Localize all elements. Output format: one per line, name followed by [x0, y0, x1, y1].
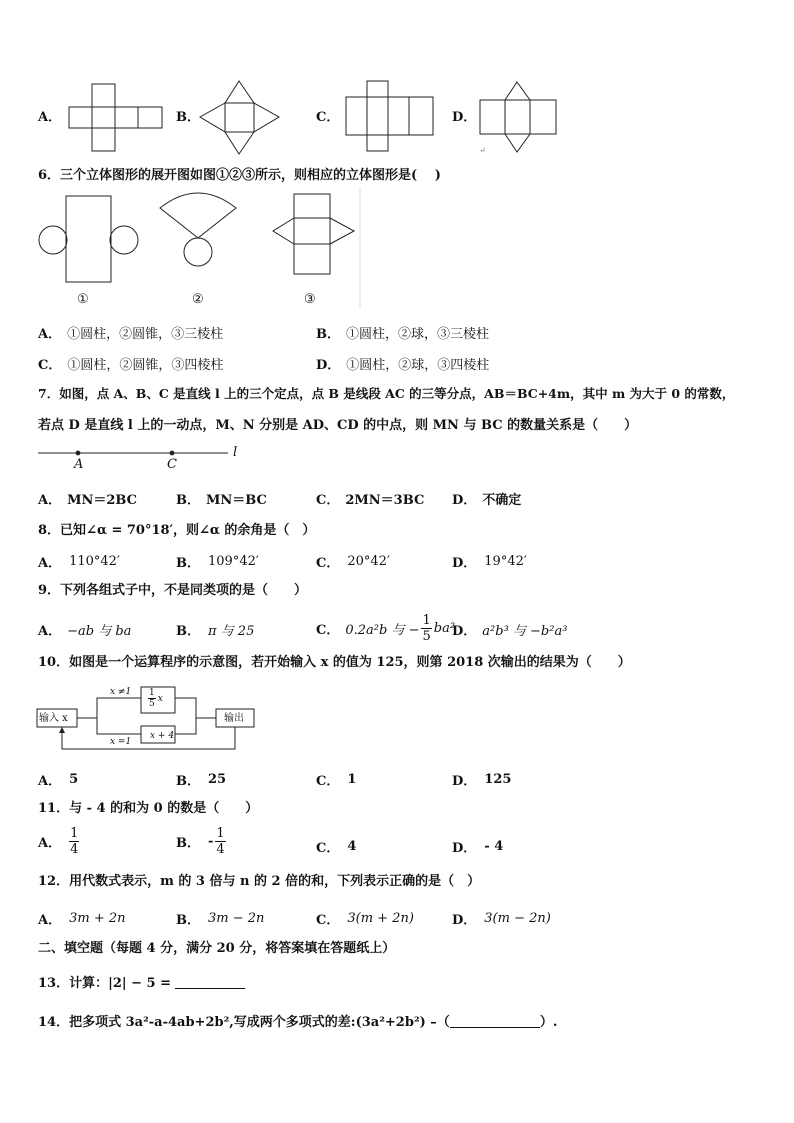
option-text: 109°42′ [208, 554, 259, 569]
option-text: 3(m + 2n) [347, 911, 414, 926]
q6-figure-label-1: ① [77, 292, 89, 307]
q12-option-b[interactable] [176, 909, 264, 928]
q10-operation-bottom: x + 4 [150, 731, 175, 741]
q9-stem: 9．下列各组式子中，不是同类项的是（ ） [38, 583, 308, 598]
option-label: B． [176, 836, 200, 851]
option-label: A． [38, 774, 62, 789]
fraction [215, 826, 225, 857]
q14-answer-blank[interactable] [450, 1013, 540, 1028]
option-label: D． [452, 624, 477, 639]
q8-option-a[interactable] [38, 552, 120, 571]
option-text: 19°42′ [484, 554, 527, 569]
option-text: ①圆柱，②球，③三棱柱 [346, 327, 490, 342]
option-text: π 与 25 [208, 624, 255, 639]
numerator: 1 [216, 826, 225, 841]
q10-option-c[interactable] [316, 770, 356, 789]
option-text: MN＝2BC [67, 493, 137, 508]
option-text: 125 [484, 772, 512, 787]
q11-option-c[interactable] [316, 837, 356, 856]
option-label: C． [316, 774, 340, 789]
option-label: C． [38, 358, 62, 373]
numerator: 1 [149, 688, 155, 698]
option-label: B． [176, 624, 200, 639]
q8-option-b[interactable] [176, 552, 259, 571]
q10-condition-top: x ≠1 [110, 687, 132, 697]
option-text-pre: - [208, 834, 214, 849]
q6-option-a[interactable] [38, 323, 223, 342]
option-label: C． [316, 623, 340, 638]
option-text: 3(m − 2n) [484, 911, 551, 926]
q5-figure-d [479, 80, 559, 156]
option-text: 3m + 2n [69, 911, 126, 926]
variable: x [157, 693, 163, 704]
option-label: A． [38, 624, 62, 639]
numerator: 1 [70, 826, 79, 841]
option-label: D． [316, 358, 341, 373]
q12-option-d[interactable] [452, 909, 551, 928]
option-text: 不确定 [482, 493, 522, 508]
q10-stem: 10．如图是一个运算程序的示意图，若开始输入 x 的值为 125，则第 2018 次输出的结果为（ ） [38, 655, 631, 670]
option-label: D． [452, 841, 477, 856]
q12-stem: 12．用代数式表示，m 的 3 倍与 n 的 2 倍的和，下列表示正确的是（ ） [38, 874, 481, 889]
q12-option-c[interactable] [316, 909, 414, 928]
q7-line-l-label: l [233, 445, 238, 460]
option-text-post: ba² [433, 621, 456, 636]
q6-option-d[interactable] [316, 354, 489, 373]
q5-option-b-label: B． [176, 110, 200, 125]
option-label: D． [452, 493, 477, 508]
q7-option-b[interactable] [176, 489, 267, 508]
q5-figure-a [68, 80, 164, 156]
option-label: A． [38, 493, 62, 508]
option-label: A． [38, 556, 62, 571]
option-text: ①圆柱，②圆锥，③四棱柱 [67, 358, 224, 373]
option-label: C． [316, 493, 340, 508]
option-text: - 4 [484, 839, 504, 854]
option-label: D． [452, 913, 477, 928]
option-label: B． [176, 493, 200, 508]
option-text: 110°42′ [69, 554, 120, 569]
q9-option-a[interactable] [38, 620, 131, 639]
q13-answer-blank[interactable] [175, 974, 245, 989]
q11-stem: 11．与 - 4 的和为 0 的数是（ ） [38, 801, 259, 816]
q6-option-b[interactable] [316, 323, 489, 342]
option-text: 1 [347, 772, 357, 787]
q8-stem-part1: 8．已知∠α = 70°18′， [38, 523, 186, 538]
q10-option-b[interactable] [176, 770, 226, 789]
option-label: C． [316, 913, 340, 928]
q10-option-a[interactable] [38, 770, 78, 789]
q11-option-a[interactable] [38, 826, 81, 857]
q14-stem-tail: ）. [539, 1015, 558, 1030]
q13 [38, 972, 245, 991]
q7-stem-line1: 7．如图，点 A、B、C 是直线 l 上的三个定点，点 B 是线段 AC 的三等分点，AB＝BC+4m，其中 m 为大于 0 的常数， [38, 386, 735, 401]
option-text: 20°42′ [347, 554, 390, 569]
q7-option-a[interactable] [38, 489, 137, 508]
denominator: 4 [70, 842, 79, 857]
svg-text:↵: ↵ [479, 146, 486, 155]
option-label: D． [452, 556, 477, 571]
option-label: A． [38, 327, 62, 342]
option-text: 3m − 2n [208, 911, 265, 926]
denominator: 5 [422, 629, 431, 644]
q7-stem-line2: 若点 D 是直线 l 上的一动点，M、N 分别是 AD、CD 的中点，则 MN 与 BC 的数量关系是（ ） [38, 418, 638, 433]
q5-option-d-label: D． [452, 110, 477, 125]
option-text: MN＝BC [206, 493, 267, 508]
q11-option-b[interactable] [176, 826, 228, 857]
q8-option-c[interactable] [316, 552, 390, 571]
q5-figure-c [345, 80, 435, 156]
q10-input-box: 输入 x [39, 713, 68, 724]
q10-condition-bottom: x =1 [110, 737, 132, 747]
q9-option-b[interactable] [176, 620, 254, 639]
q14-stem: 14．把多项式 3a²-a-4ab+2b²,写成两个多项式的差:(3a²+2b²) –（ [38, 1015, 450, 1030]
option-text: 2MN＝3BC [345, 493, 425, 508]
q7-option-c[interactable] [316, 489, 424, 508]
q6-figure-label-2: ② [192, 292, 204, 307]
q5-option-c-label: C． [316, 110, 340, 125]
option-text: ①圆柱，②圆锥，③三棱柱 [67, 327, 224, 342]
option-label: B． [176, 774, 200, 789]
q6-option-c[interactable] [38, 354, 223, 373]
q9-option-d[interactable] [452, 620, 567, 639]
q10-option-d[interactable] [452, 770, 511, 789]
q5-figure-b [198, 80, 282, 156]
q13-stem: 13．计算：|2| − 5 = [38, 976, 172, 991]
q8-stem [38, 519, 315, 538]
numerator: 1 [422, 613, 431, 628]
option-label: A． [38, 913, 62, 928]
option-text-pre: 0.2a²b 与 − [345, 623, 420, 638]
option-label: C． [316, 556, 340, 571]
q14 [38, 1011, 557, 1030]
q8-stem-part2: 则∠α 的余角是（ ） [186, 523, 316, 538]
q6-figure-label-3: ③ [304, 292, 316, 307]
option-text: −ab 与 ba [67, 624, 132, 639]
option-text: 4 [347, 839, 357, 854]
q7-point-c-label: C [167, 457, 177, 472]
q7-number-line-figure [36, 444, 246, 474]
fraction [421, 613, 431, 644]
denominator: 5 [149, 699, 155, 709]
option-label: C． [316, 841, 340, 856]
q7-point-a-label: A [74, 457, 84, 472]
option-label: D． [452, 774, 477, 789]
option-text: 5 [69, 772, 79, 787]
option-label: A． [38, 836, 62, 851]
option-text: 25 [208, 772, 227, 787]
q10-operation-top [146, 688, 163, 709]
option-text: ①圆柱，②球，③四棱柱 [346, 358, 490, 373]
q10-output-box: 输出 [224, 713, 244, 724]
option-text: a²b³ 与 −b²a³ [482, 624, 568, 639]
q11-option-d[interactable] [452, 837, 503, 856]
q8-option-d[interactable] [452, 552, 527, 571]
option-label: B． [316, 327, 340, 342]
fraction [69, 826, 79, 857]
q12-option-a[interactable] [38, 909, 126, 928]
fraction [148, 688, 156, 709]
q5-option-a-label: A． [38, 110, 62, 125]
denominator: 4 [216, 842, 225, 857]
option-label: B． [176, 913, 200, 928]
section-title-fill-in: 二、填空题（每题 4 分，满分 20 分，将答案填在答题纸上） [38, 941, 396, 956]
q9-option-c[interactable] [316, 613, 455, 644]
q7-option-d[interactable] [452, 489, 521, 508]
q6-stem: 6．三个立体图形的展开图如图①②③所示，则相应的立体图形是( ) [38, 168, 441, 183]
option-label: B． [176, 556, 200, 571]
